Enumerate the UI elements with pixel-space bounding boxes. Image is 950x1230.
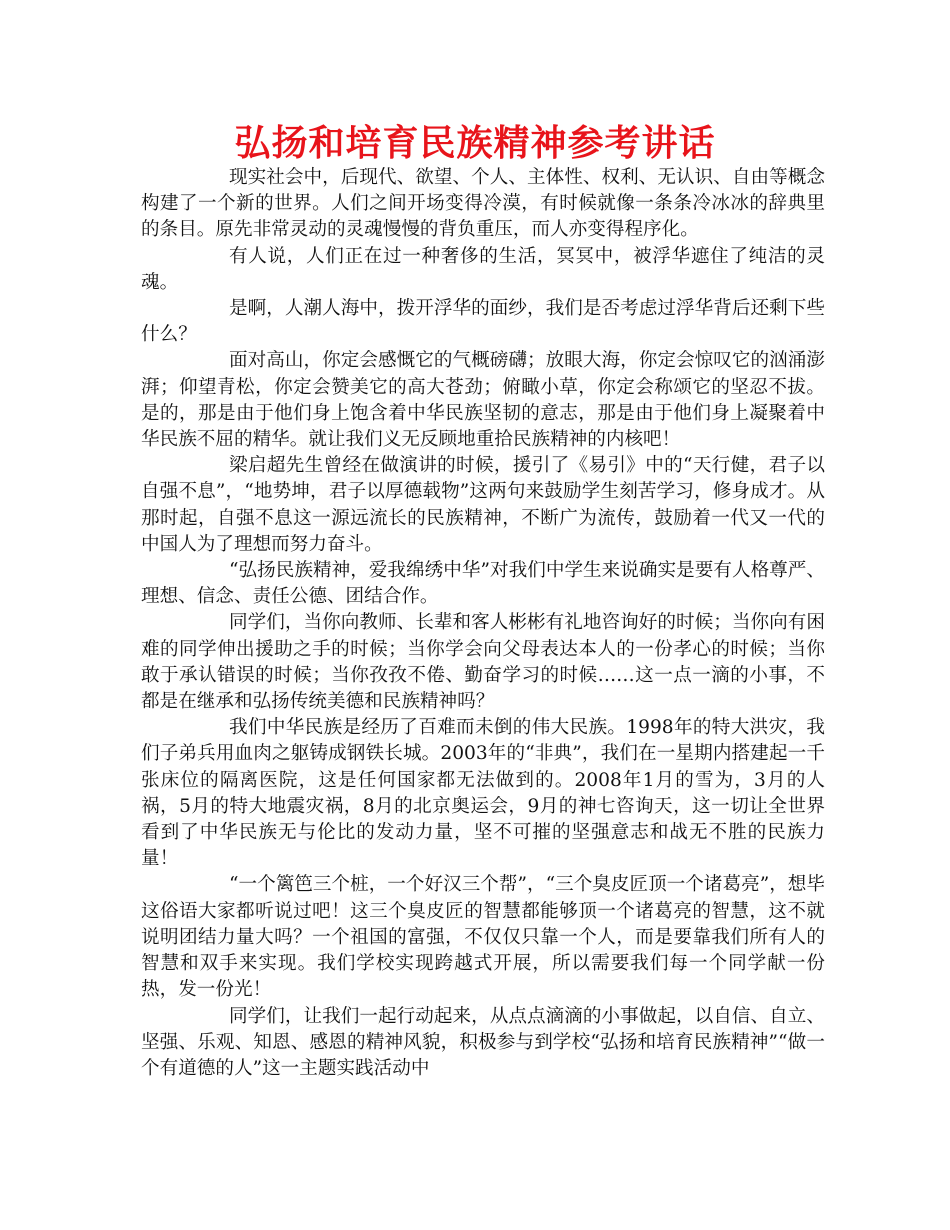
document-title: 弘扬和培育民族精神参考讲话 xyxy=(234,123,716,164)
paragraph-4: 面对高山，你定会感慨它的气概磅礴；放眼大海，你定会惊叹它的汹涌澎湃；仰望青松，你定会赞美它的高大苍劲；俯瞰小草，你定会称颂它的坚忍不拔。是的，那是由于他们身上饱含着中华民族坚韧的意志，那是由于他们身上凝聚着中华民族不屈的精华。就让我们义无反顾地重拾民族精神的内核吧！ xyxy=(141,350,825,451)
paragraph-5: 梁启超先生曾经在做演讲的时候，援引了《易引》中的“天行健，君子以自强不息”，“地势坤，君子以厚德载物”这两句来鼓励学生刻苦学习，修身成才。从那时起，自强不息这一源远流长的民族精神，不断广为流传，鼓励着一代又一代的中国人为了理想而努力奋斗。 xyxy=(141,455,825,555)
document-body xyxy=(141,165,825,1082)
paragraph-9: “一个篱笆三个桩，一个好汉三个帮”，“三个臭皮匠顶一个诸葛亮”，想毕这俗语大家都听说过吧！这三个臭皮匠的智慧都能够顶一个诸葛亮的智慧，这不就说明团结力量大吗？一个祖国的富强，不仅仅只靠一个人，而是要靠我们所有人的智慧和双手来实现。我们学校实现跨越式开展，所以需要我们每一个同学献一份热，发一份光！ xyxy=(141,874,825,1001)
paragraph-2: 有人说，人们正在过一种奢侈的生活，冥冥中，被浮华遮住了纯洁的灵魂。 xyxy=(141,245,825,293)
paragraph-1: 现实社会中，后现代、欲望、个人、主体性、权利、无认识、自由等概念构建了一个新的世界。人们之间开场变得冷漠，有时候就像一条条冷冰冰的辞典里的条目。原先非常灵动的灵魂慢慢的背负重压，而人亦变得程序化。 xyxy=(141,167,825,241)
paragraph-7: 同学们，当你向教师、长辈和客人彬彬有礼地咨询好的时候；当你向有困难的同学伸出援助之手的时候；当你学会向父母表达本人的一份孝心的时候；当你敢于承认错误的时候；当你孜孜不倦、勤奋学习的时候……这一点一滴的小事，不都是在继承和弘扬传统美德和民族精神吗？ xyxy=(141,612,825,713)
paragraph-8: 我们中华民族是经历了百难而未倒的伟大民族。1998年的特大洪灾，我们子弟兵用血肉之躯铸成钢铁长城。2003年的“非典”，我们在一星期内搭建起一千张床位的隔离医院，这是任何国家都无法做到的。2008年1月的雪为，3月的人祸，5月的特大地震灾祸，8月的北京奥运会，9月的神七咨询天，这一切让全世界看到了中华民族无与伦比的发动力量，坚不可摧的坚强意志和战无不胜的民族力量！ xyxy=(141,717,825,870)
paragraph-3: 是啊，人潮人海中，拨开浮华的面纱，我们是否考虑过浮华背后还剩下些什么？ xyxy=(141,298,825,346)
paragraph-10: 同学们，让我们一起行动起来，从点点滴滴的小事做起，以自信、自立、坚强、乐观、知恩、感恩的精神风貌，积极参与到学校“弘扬和培育民族精神”“做一个有道德的人”这一主题实践活动中 xyxy=(141,1005,825,1079)
paragraph-6: “弘扬民族精神，爱我绵绣中华”对我们中学生来说确实是要有人格尊严、理想、信念、责任公德、团结合作。 xyxy=(141,560,825,608)
